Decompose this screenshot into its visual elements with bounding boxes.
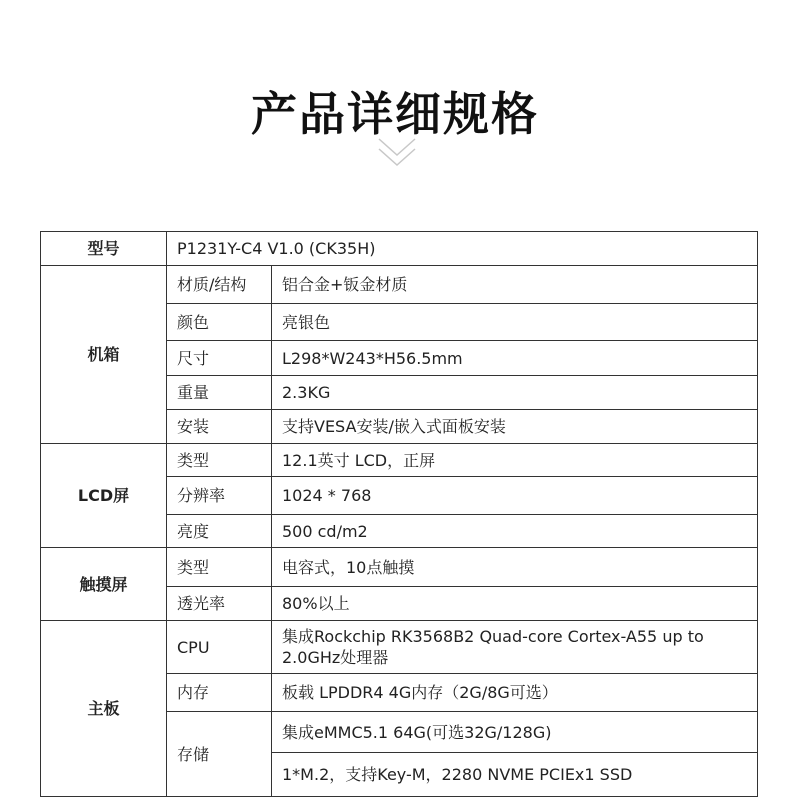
double-chevron-down-icon <box>377 135 417 169</box>
table-row <box>41 444 758 477</box>
spec-name: 尺寸 <box>167 341 272 376</box>
spec-value: 集成eMMC5.1 64G(可选32G/128G) <box>272 712 758 753</box>
spec-value: 铝合金+钣金材质 <box>272 266 758 304</box>
model-value: P1231Y-C4 V1.0 (CK35H) <box>167 232 758 266</box>
category-lcd: LCD屏 <box>41 444 167 548</box>
spec-name: 安装 <box>167 410 272 444</box>
spec-value: 1*M.2，支持Key-M，2280 NVME PCIEx1 SSD <box>272 753 758 797</box>
spec-name: 颜色 <box>167 304 272 341</box>
spec-value: 12.1英寸 LCD，正屏 <box>272 444 758 477</box>
category-touch: 触摸屏 <box>41 548 167 621</box>
table-row <box>41 232 758 266</box>
spec-name: 内存 <box>167 674 272 712</box>
spec-value: 亮银色 <box>272 304 758 341</box>
table-row <box>41 548 758 587</box>
spec-name: 亮度 <box>167 515 272 548</box>
spec-value: L298*W243*H56.5mm <box>272 341 758 376</box>
spec-value: 集成Rockchip RK3568B2 Quad-core Cortex-A55 up to 2.0GHz处理器 <box>272 621 758 674</box>
spec-value: 80%以上 <box>272 587 758 621</box>
spec-name: 分辨率 <box>167 477 272 515</box>
table-row <box>41 266 758 304</box>
spec-name: 类型 <box>167 548 272 587</box>
spec-value: 1024 * 768 <box>272 477 758 515</box>
spec-table <box>40 231 758 797</box>
spec-name: 类型 <box>167 444 272 477</box>
table-row <box>41 621 758 674</box>
spec-value: 500 cd/m2 <box>272 515 758 548</box>
category-chassis: 机箱 <box>41 266 167 444</box>
spec-value: 板载 LPDDR4 4G内存（2G/8G可选） <box>272 674 758 712</box>
spec-name: 重量 <box>167 376 272 410</box>
spec-name: 材质/结构 <box>167 266 272 304</box>
spec-value: 电容式，10点触摸 <box>272 548 758 587</box>
spec-name: 透光率 <box>167 587 272 621</box>
spec-value: 支持VESA安装/嵌入式面板安装 <box>272 410 758 444</box>
spec-name: CPU <box>167 621 272 674</box>
category-board: 主板 <box>41 621 167 797</box>
page-title: 产品详细规格 <box>251 87 539 141</box>
model-label: 型号 <box>41 232 167 266</box>
spec-value: 2.3KG <box>272 376 758 410</box>
spec-name: 存储 <box>167 712 272 797</box>
